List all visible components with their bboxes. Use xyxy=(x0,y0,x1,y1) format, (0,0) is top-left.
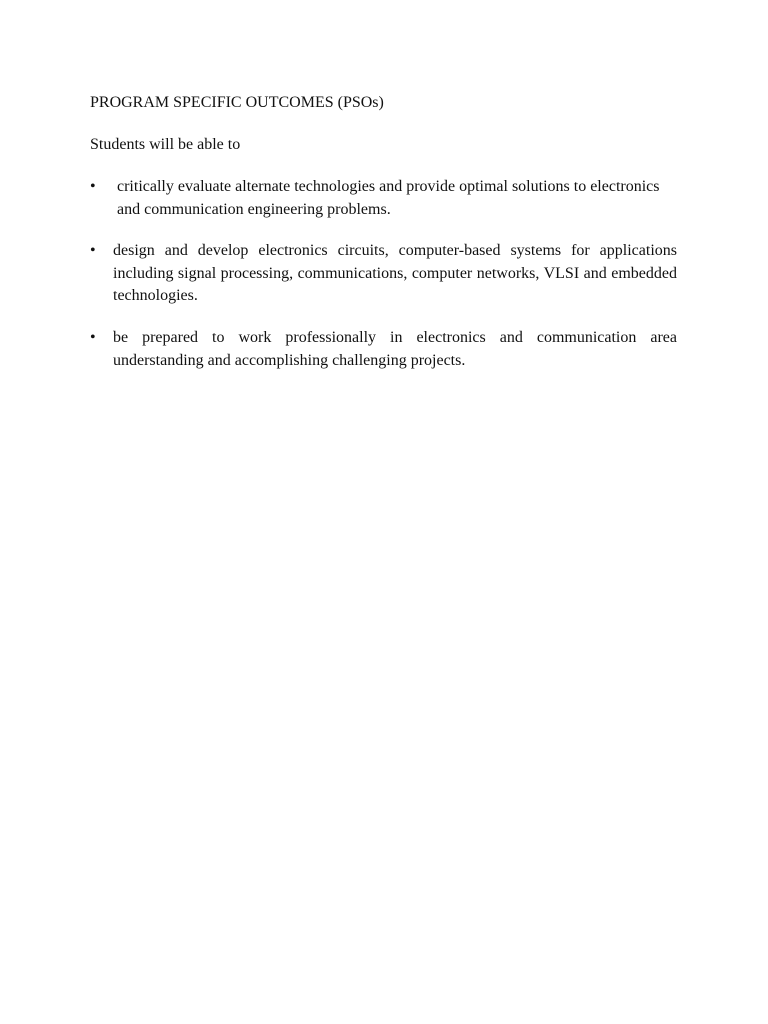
bullet-icon: • xyxy=(90,242,96,259)
outcome-text: design and develop electronics circuits, computer-based systems for applications including signal processing, communications, computer networks, VLSI and embedded technologies. xyxy=(113,242,677,304)
bullet-icon: • xyxy=(90,178,96,195)
outcome-text: critically evaluate alternate technologies and provide optimal solutions to electronics and communication engineering problems. xyxy=(117,178,660,218)
bullet-icon: • xyxy=(90,329,96,346)
outcome-text: be prepared to work professionally in electronics and communication area understanding and accomplishing challenging projects. xyxy=(113,329,677,369)
intro-text: Students will be able to xyxy=(90,136,241,153)
page-title: PROGRAM SPECIFIC OUTCOMES (PSOs) xyxy=(90,94,384,111)
